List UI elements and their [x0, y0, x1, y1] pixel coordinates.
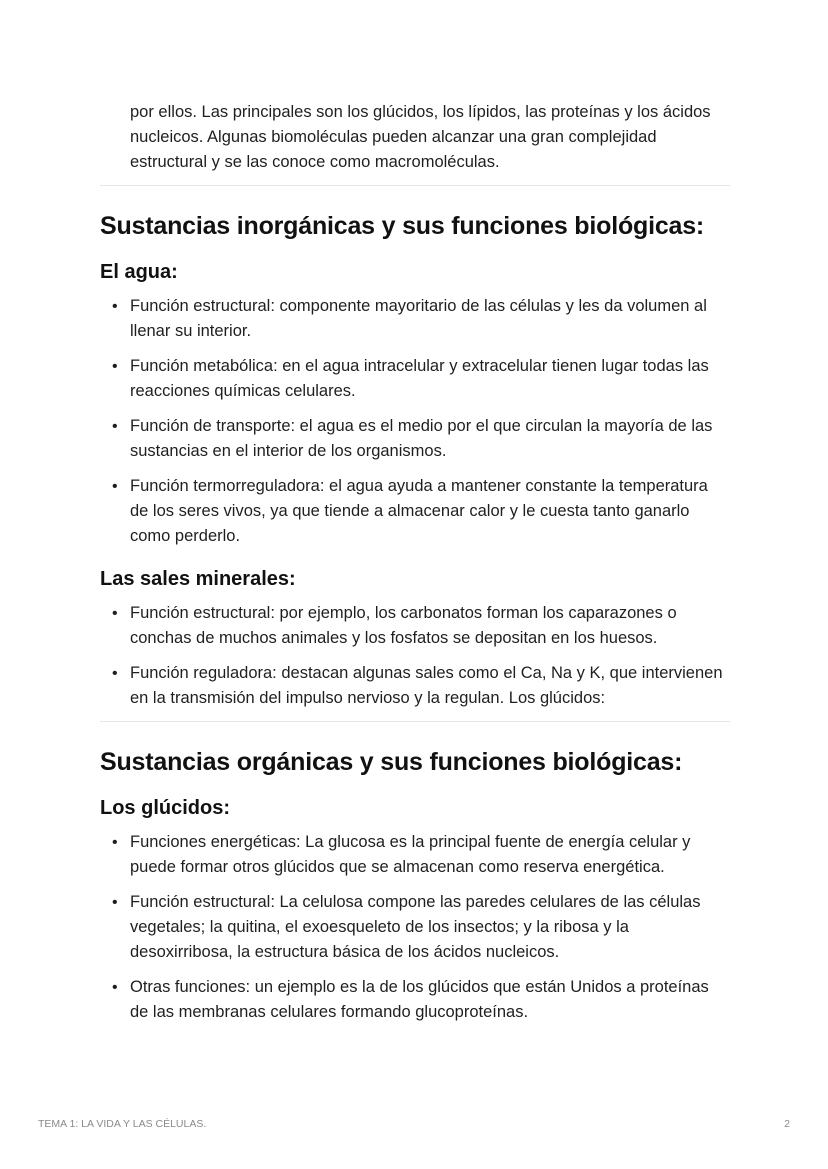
list-sales: [100, 601, 730, 711]
bullet-icon: •: [112, 894, 118, 911]
divider: [100, 185, 730, 186]
page-number: 2: [784, 1118, 790, 1130]
divider: [100, 721, 730, 722]
list-item: • Funciones energéticas: La glucosa es la principal fuente de energía celular y puede formar otros glúcidos que se almacenan como reserva energética.: [100, 830, 730, 880]
bullet-icon: •: [112, 298, 118, 315]
bullet-icon: •: [112, 834, 118, 851]
subheading-sales: Las sales minerales:: [100, 568, 296, 590]
subheading-glucidos: Los glúcidos:: [100, 797, 230, 819]
bullet-icon: •: [112, 418, 118, 435]
list-item: • Función metabólica: en el agua intracelular y extracelular tienen lugar todas las reacciones químicas celulares.: [100, 354, 730, 404]
list-item: • Función reguladora: destacan algunas sales como el Ca, Na y K, que intervienen en la transmisión del impulso nervioso y la regulan. Los glúcidos:: [100, 661, 730, 711]
bullet-icon: •: [112, 358, 118, 375]
section-heading-organicas: Sustancias orgánicas y sus funciones biológicas:: [100, 748, 683, 776]
list-item: • Función estructural: por ejemplo, los carbonatos forman los caparazones o conchas de muchos animales y los fosfatos se depositan en los huesos.: [100, 601, 730, 651]
list-agua: [100, 294, 730, 549]
bullet-icon: •: [112, 979, 118, 996]
list-item: • Otras funciones: un ejemplo es la de los glúcidos que están Unidos a proteínas de las membranas celulares formando glucoproteínas.: [100, 975, 730, 1025]
list-item: • Función estructural: componente mayoritario de las células y les da volumen al llenar su interior.: [100, 294, 730, 344]
bullet-icon: •: [112, 605, 118, 622]
list-item: • Función termorreguladora: el agua ayuda a mantener constante la temperatura de los seres vivos, ya que tiende a almacenar calor y le cuesta tanto ganarlo como perderlo.: [100, 474, 730, 549]
subheading-agua: El agua:: [100, 261, 178, 283]
list-glucidos: [100, 830, 730, 1025]
section-heading-inorganicas: Sustancias inorgánicas y sus funciones biológicas:: [100, 212, 705, 240]
bullet-icon: •: [112, 665, 118, 682]
document-body: [100, 100, 730, 1035]
bullet-icon: •: [112, 478, 118, 495]
list-item: • Función estructural: La celulosa compone las paredes celulares de las células vegetales; la quitina, el exoesqueleto de los insectos; y la ribosa y la desoxirribosa, la estructura básica de los ácidos nucleicos.: [100, 890, 730, 965]
list-item: • Función de transporte: el agua es el medio por el que circulan la mayoría de las sustancias en el interior de los organismos.: [100, 414, 730, 464]
footer-chapter-title: TEMA 1: LA VIDA Y LAS CÉLULAS.: [38, 1118, 207, 1130]
intro-paragraph: por ellos. Las principales son los glúcidos, los lípidos, las proteínas y los ácidos nucleicos. Algunas biomoléculas pueden alcanzar una gran complejidad estructural y se las conoce como macromoléculas.: [130, 103, 711, 171]
